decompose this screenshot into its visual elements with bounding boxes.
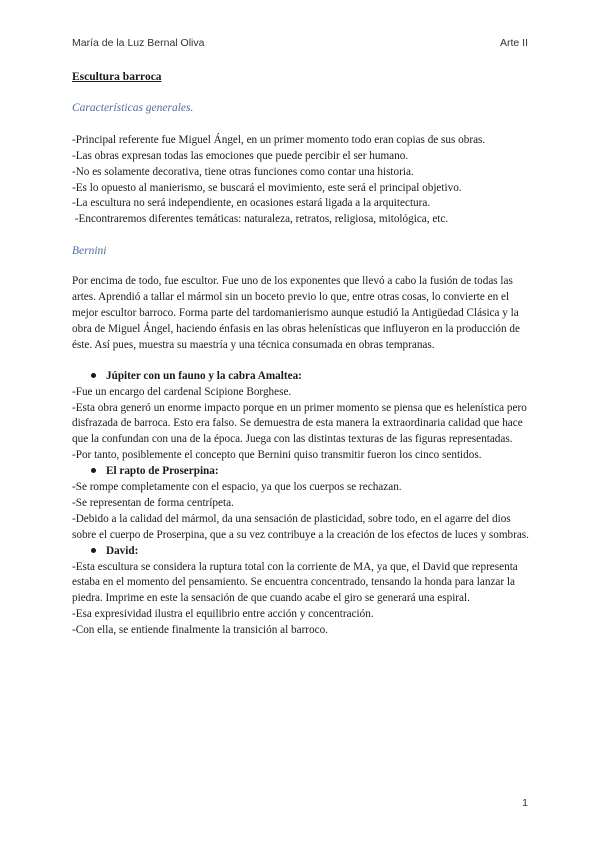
works-list [72, 369, 532, 639]
work-heading [72, 464, 532, 480]
bernini-paragraph: Por encima de todo, fue escultor. Fue uno de los exponentes que llevó a cabo la fusión de todas las artes. Aprendió a tallar el mármol sin un boceto previo lo que, entre otras cosas, lo convierte en el mejor escultor barroco. Forma parte del tardomanierismo aunque estudió la Antigüedad Clásica y la obra de Miguel Ángel, haciendo énfasis en las obras helenísticas que influyeron en la producción de éste. Así pues, muestra su maestría y una técnica consumada en obras tempranas. [72, 275, 520, 351]
header-author: María de la Luz Bernal Oliva [72, 37, 205, 49]
work-line: -Esta obra generó un enorme impacto porque en un primer momento se piensa que es helenística pero disfrazada de barroca. Esto era falso. Se demuestra de esta manera la extraordinaria calidad que hace que la confundan con una de la época. Juega con las distintas texturas de las figuras representadas. [72, 401, 527, 446]
general-point: -Las obras expresan todas las emociones que puede percibir el ser humano. [72, 149, 409, 162]
document-title: Escultura barroca [72, 71, 162, 83]
general-point: -Es lo opuesto al manierismo, se buscará el movimiento, este será el principal objetivo. [72, 181, 462, 194]
work-line: -Por tanto, posiblemente el concepto que Bernini quiso transmitir fueron los cinco sentidos. [72, 449, 482, 462]
general-points-list [72, 133, 532, 228]
work-heading [72, 544, 532, 560]
work-line: -Esta escultura se considera la ruptura total con la corriente de MA, ya que, el David que representa estaba en el momento del pensamiento. Se encuentra concentrado, tensando la honda para lanzar la piedra. Imprime en este la sensación de que cuando acabe el giro se generará una espiral. [72, 560, 518, 605]
work-line: -Se representan de forma centrípeta. [72, 496, 234, 509]
document-body [72, 70, 532, 639]
general-point: -Principal referente fue Miguel Ángel, en un primer momento todo eran copias de sus obras. [72, 133, 486, 146]
work-line: -Debido a la calidad del mármol, da una sensación de plasticidad, sobre todo, en el agarre del dios sobre el cuerpo de Proserpina, que a su vez contribuye a la creación de los efectos de luces y sombras. [72, 512, 529, 541]
section-heading-general: Características generales. [72, 101, 194, 114]
work-line: -Con ella, se entiende finalmente la transición al barroco. [72, 624, 328, 637]
general-point: -Encontraremos diferentes temáticas: naturaleza, retratos, religiosa, mitológica, etc. [72, 213, 449, 226]
work-line: -Se rompe completamente con el espacio, ya que los cuerpos se rechazan. [72, 481, 402, 494]
general-point: -No es solamente decorativa, tiene otras funciones como contar una historia. [72, 165, 414, 178]
bullet-icon [91, 373, 96, 378]
work-line: -Fue un encargo del cardenal Scipione Borghese. [72, 385, 292, 398]
bullet-icon [91, 468, 96, 473]
section-heading-bernini: Bernini [72, 245, 107, 258]
page-number: 1 [522, 797, 528, 809]
page-header [72, 37, 528, 49]
header-course: Arte II [499, 37, 528, 49]
work-title: David: [106, 544, 139, 557]
work-title: El rapto de Proserpina: [106, 465, 219, 478]
general-point: -La escultura no será independiente, en ocasiones estará ligada a la arquitectura. [72, 197, 431, 210]
bullet-icon [91, 548, 96, 553]
work-heading [72, 369, 532, 385]
work-title: Júpiter con un fauno y la cabra Amaltea: [106, 369, 302, 382]
work-line: -Esa expresividad ilustra el equilibrio entre acción y concentración. [72, 608, 374, 621]
